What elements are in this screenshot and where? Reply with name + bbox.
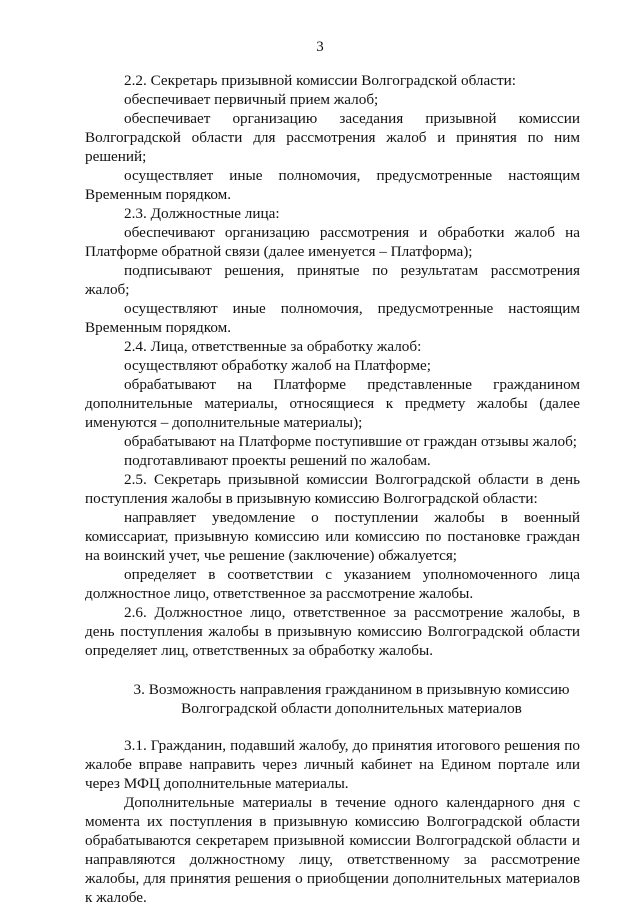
section-3-title-line-2: Волгоградской области дополнительных материалов (181, 700, 522, 717)
paragraph-item: обеспечивают организацию рассмотрения и обработки жалоб на Платформе обратной связи (далее именуется – Платформа); (85, 224, 580, 260)
section-3-title-line-1: 3. Возможность направления гражданином в призывную комиссию (133, 681, 570, 698)
paragraph-item: осуществляет иные полномочия, предусмотренные настоящим Временным порядком. (85, 167, 580, 203)
paragraph-item: подготавливают проекты решений по жалобам. (124, 452, 431, 469)
paragraph-2-3: 2.3. Должностные лица: (124, 205, 280, 222)
paragraph-item: направляет уведомление о поступлении жалобы в военный комиссариат, призывную комиссию или комиссию по постановке граждан на воинский учет, чье решение (заключение) обжалуется; (85, 509, 580, 564)
paragraph-3-1: 3.1. Гражданин, подавший жалобу, до принятия итогового решения по жалобе вправе направить через личный кабинет на Едином портале или через МФЦ дополнительные материалы. (85, 737, 580, 792)
paragraph-item: обрабатывают на Платформе поступившие от граждан отзывы жалоб; (124, 433, 578, 450)
paragraph-item: обеспечивает организацию заседания призывной комиссии Волгоградской области для рассмотрения жалоб и принятия по ним решений; (85, 110, 580, 165)
paragraph-item: обеспечивает первичный прием жалоб; (124, 91, 379, 108)
paragraph-item: подписывают решения, принятые по результатам рассмотрения жалоб; (85, 262, 580, 298)
paragraph-item: определяет в соответствии с указанием уполномоченного лица должностное лицо, ответственное за рассмотрение жалобы. (85, 566, 580, 602)
paragraph-item: Дополнительные материалы в течение одного календарного дня с момента их поступления в призывную комиссию Волгоградской области обрабатываются секретарем призывной комиссии Волгоградской области и направляются должностному лицу, ответственному за рассмотрение жалобы, для принятия решения о приобщении дополнительных материалов к жалобе. (85, 794, 580, 906)
page-number: 3 (316, 39, 324, 55)
document-body (85, 71, 580, 907)
paragraph-2-6: 2.6. Должностное лицо, ответственное за рассмотрение жалобы, в день поступления жалобы в призывную комиссию Волгоградской области определяет лиц, ответственных за обработку жалобы. (85, 604, 580, 659)
paragraph-2-2: 2.2. Секретарь призывной комиссии Волгоградской области: (124, 72, 516, 89)
paragraph-item: обрабатывают на Платформе представленные гражданином дополнительные материалы, относящиеся к предмету жалобы (далее именуются – дополнительные материалы); (85, 376, 580, 431)
section-spacer (85, 718, 580, 736)
section-spacer (85, 660, 580, 680)
paragraph-2-5: 2.5. Секретарь призывной комиссии Волгоградской области в день поступления жалобы в призывную комиссию Волгоградской области: (85, 471, 580, 507)
paragraph-item: осуществляют обработку жалоб на Платформе; (124, 357, 432, 374)
paragraph-2-4: 2.4. Лица, ответственные за обработку жалоб: (124, 338, 422, 355)
paragraph-item: осуществляют иные полномочия, предусмотренные настоящим Временным порядком. (85, 300, 580, 336)
